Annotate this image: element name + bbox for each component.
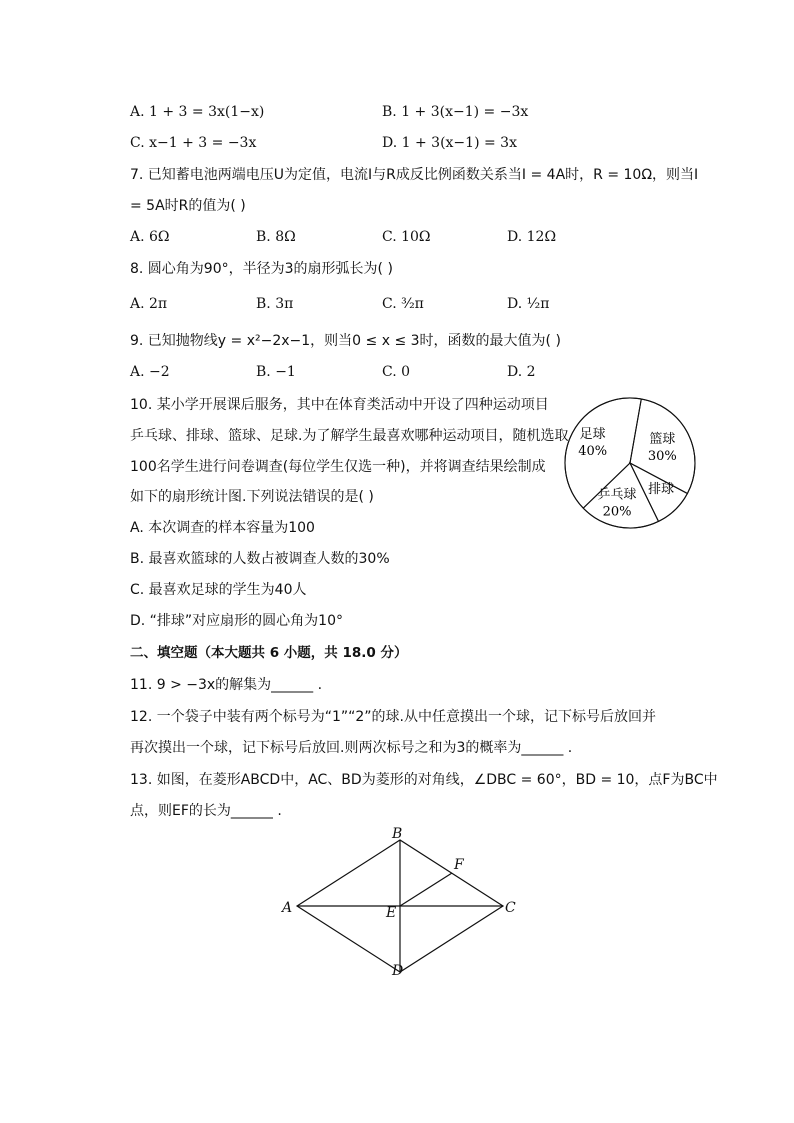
section-title: 二、填空题（本大题共 6 小题，共 18.0 分） bbox=[130, 645, 408, 661]
q7-option-a: A. 6Ω bbox=[130, 229, 170, 245]
label-d: D bbox=[392, 963, 404, 979]
q7-stem-line1: 7. 已知蓄电池两端电压U为定值，电流I与R成反比例函数关系当I = 4A时，R = 10Ω，则当I bbox=[130, 167, 699, 183]
pie-value-3: 40% bbox=[578, 444, 608, 460]
pie-chart bbox=[560, 393, 700, 533]
rhombus-outline bbox=[297, 840, 503, 972]
q9-option-b: B. −1 bbox=[256, 364, 296, 380]
q13-stem-line2: 点，则EF的长为______ . bbox=[130, 803, 282, 819]
q12-stem-line2: 再次摸出一个球，记下标号后放回.则两次标号之和为3的概率为______ . bbox=[130, 740, 573, 756]
q8-option-d: D. ¹⁄₂π bbox=[507, 296, 550, 312]
pie-value-2: 20% bbox=[602, 504, 632, 520]
q6-option-d: D. 1 + 3(x−1) = 3x bbox=[382, 135, 517, 151]
q8-option-a: A. 2π bbox=[130, 296, 168, 312]
q10-stem-line2: 乒乓球、排球、篮球、足球.为了解学生最喜欢哪种运动项目，随机选取 bbox=[130, 428, 569, 444]
segment-ef bbox=[400, 873, 452, 906]
pie-label-3: 足球 bbox=[579, 427, 606, 443]
q6-option-a: A. 1 + 3 = 3x(1−x) bbox=[130, 104, 265, 120]
label-f: F bbox=[454, 857, 464, 873]
q10-option-c: C. 最喜欢足球的学生为40人 bbox=[130, 582, 307, 598]
pie-label-0: 篮球 bbox=[649, 432, 676, 448]
q10-stem-line3: 100名学生进行问卷调查(每位学生仅选一种)，并将调查结果绘制成 bbox=[130, 459, 546, 475]
q10-option-a: A. 本次调查的样本容量为100 bbox=[130, 520, 315, 536]
q9-option-c: C. 0 bbox=[382, 364, 411, 380]
q10-option-d: D. “排球”对应扇形的圆心角为10° bbox=[130, 613, 344, 629]
q6-option-b: B. 1 + 3(x−1) = −3x bbox=[382, 104, 529, 120]
q7-option-b: B. 8Ω bbox=[256, 229, 296, 245]
q9-stem: 9. 已知抛物线y = x²−2x−1，则当0 ≤ x ≤ 3时，函数的最大值为( ) bbox=[130, 333, 561, 349]
q10-option-b: B. 最喜欢篮球的人数占被调查人数的30% bbox=[130, 551, 390, 567]
q10-stem-line4: 如下的扇形统计图.下列说法错误的是( ) bbox=[130, 489, 374, 505]
label-e: E bbox=[386, 905, 397, 921]
q6-option-c: C. x−1 + 3 = −3x bbox=[130, 135, 257, 151]
q7-stem-line2: = 5A时R的值为( ) bbox=[130, 198, 246, 214]
q9-option-a: A. −2 bbox=[130, 364, 170, 380]
q9-option-d: D. 2 bbox=[507, 364, 536, 380]
q8-option-c: C. ³⁄₂π bbox=[382, 296, 424, 312]
q13-stem-line1: 13. 如图，在菱形ABCD中，AC、BD为菱形的对角线，∠DBC = 60°，BD = 10，点F为BC中 bbox=[130, 772, 718, 788]
q10-stem-line1: 10. 某小学开展课后服务，其中在体育类活动中开设了四种运动项目 bbox=[130, 397, 549, 413]
q11-stem: 11. 9 > −3x的解集为______ . bbox=[130, 677, 323, 693]
label-b: B bbox=[392, 826, 403, 842]
q7-option-c: C. 10Ω bbox=[382, 229, 431, 245]
pie-value-0: 30% bbox=[647, 449, 677, 465]
label-c: C bbox=[505, 900, 516, 916]
pie-label-2: 乒乓球 bbox=[597, 487, 637, 503]
q8-option-b: B. 3π bbox=[256, 296, 294, 312]
q7-option-d: D. 12Ω bbox=[507, 229, 557, 245]
pie-label-1: 排球 bbox=[648, 482, 675, 498]
q8-stem: 8. 圆心角为90°，半径为3的扇形弧长为( ) bbox=[130, 261, 393, 277]
q12-stem-line1: 12. 一个袋子中装有两个标号为“1”“2”的球.从中任意摸出一个球，记下标号后放回并 bbox=[130, 709, 656, 725]
label-a: A bbox=[282, 900, 293, 916]
